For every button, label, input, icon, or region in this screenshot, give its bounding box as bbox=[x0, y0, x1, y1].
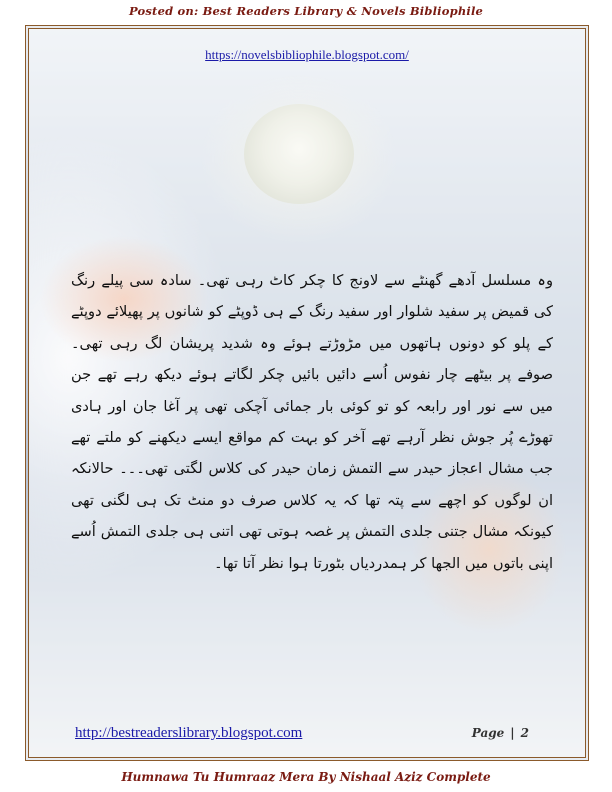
page-number: 2 bbox=[520, 726, 529, 740]
posted-on-site: Best Readers Library & Novels Bibliophile bbox=[202, 4, 484, 18]
story-paragraph: وہ مسلسل آدھے گھنٹے سے لاونج کا چکر کاٹ رہی تھی۔ سادہ سی پیلے رنگ کی قمیض پر سفید شلوار اور سفید رنگ کے ہی ڈوپٹے کو شانوں پر پھیلائے دوپٹے کے پلو کو دونوں ہاتھوں میں مڑوڑتے ہوئے وہ شدید پریشان لگ رہی تھی۔ صوفے پر بیٹھے چار نفوس اُسے دائیں بائیں چکر لگاتے ہوئے دیکھ رہے تھے جن میں سے نور اور رابعہ کو تو کوئی بار جمائی آچکی تھی پر آغا جان اور ہادی تھوڑے پُر جوش نظر آرہے تھے آخر کو بہت کم مواقع ایسے دیکھنے کو ملتے تھے جب مشال اعجاز حیدر سے التمش زمان حیدر کی کلاس لگتی تھی۔۔۔ حالانکہ ان لوگوں کو اچھے سے پتہ تھا کہ یہ کلاس صرف دو منٹ تک ہی لگنی تھی کیونکہ مشال جتنی جلدی التمش پر غصہ ہوتی تھی اتنی ہی جلدی التمش اُسے اپنی باتوں میں الجھا کر ہمدردیاں بٹورتا ہوا نظر آتا تھا۔ bbox=[71, 272, 553, 572]
page-number-footer bbox=[472, 726, 529, 740]
posted-on-label: Posted on: bbox=[128, 4, 199, 18]
page-separator: | bbox=[510, 726, 515, 740]
top-blog-link[interactable]: https://novelsbibliophile.blogspot.com/ bbox=[205, 47, 409, 62]
novel-title-banner: Humnawa Tu Humraaz Mera By Nishaal Aziz Complete bbox=[121, 770, 491, 784]
bottom-blog-link[interactable]: http://bestreaderslibrary.blogspot.com bbox=[75, 725, 303, 741]
page-frame bbox=[25, 25, 589, 761]
page-label: Page bbox=[471, 726, 505, 740]
posted-on-banner bbox=[0, 0, 612, 22]
